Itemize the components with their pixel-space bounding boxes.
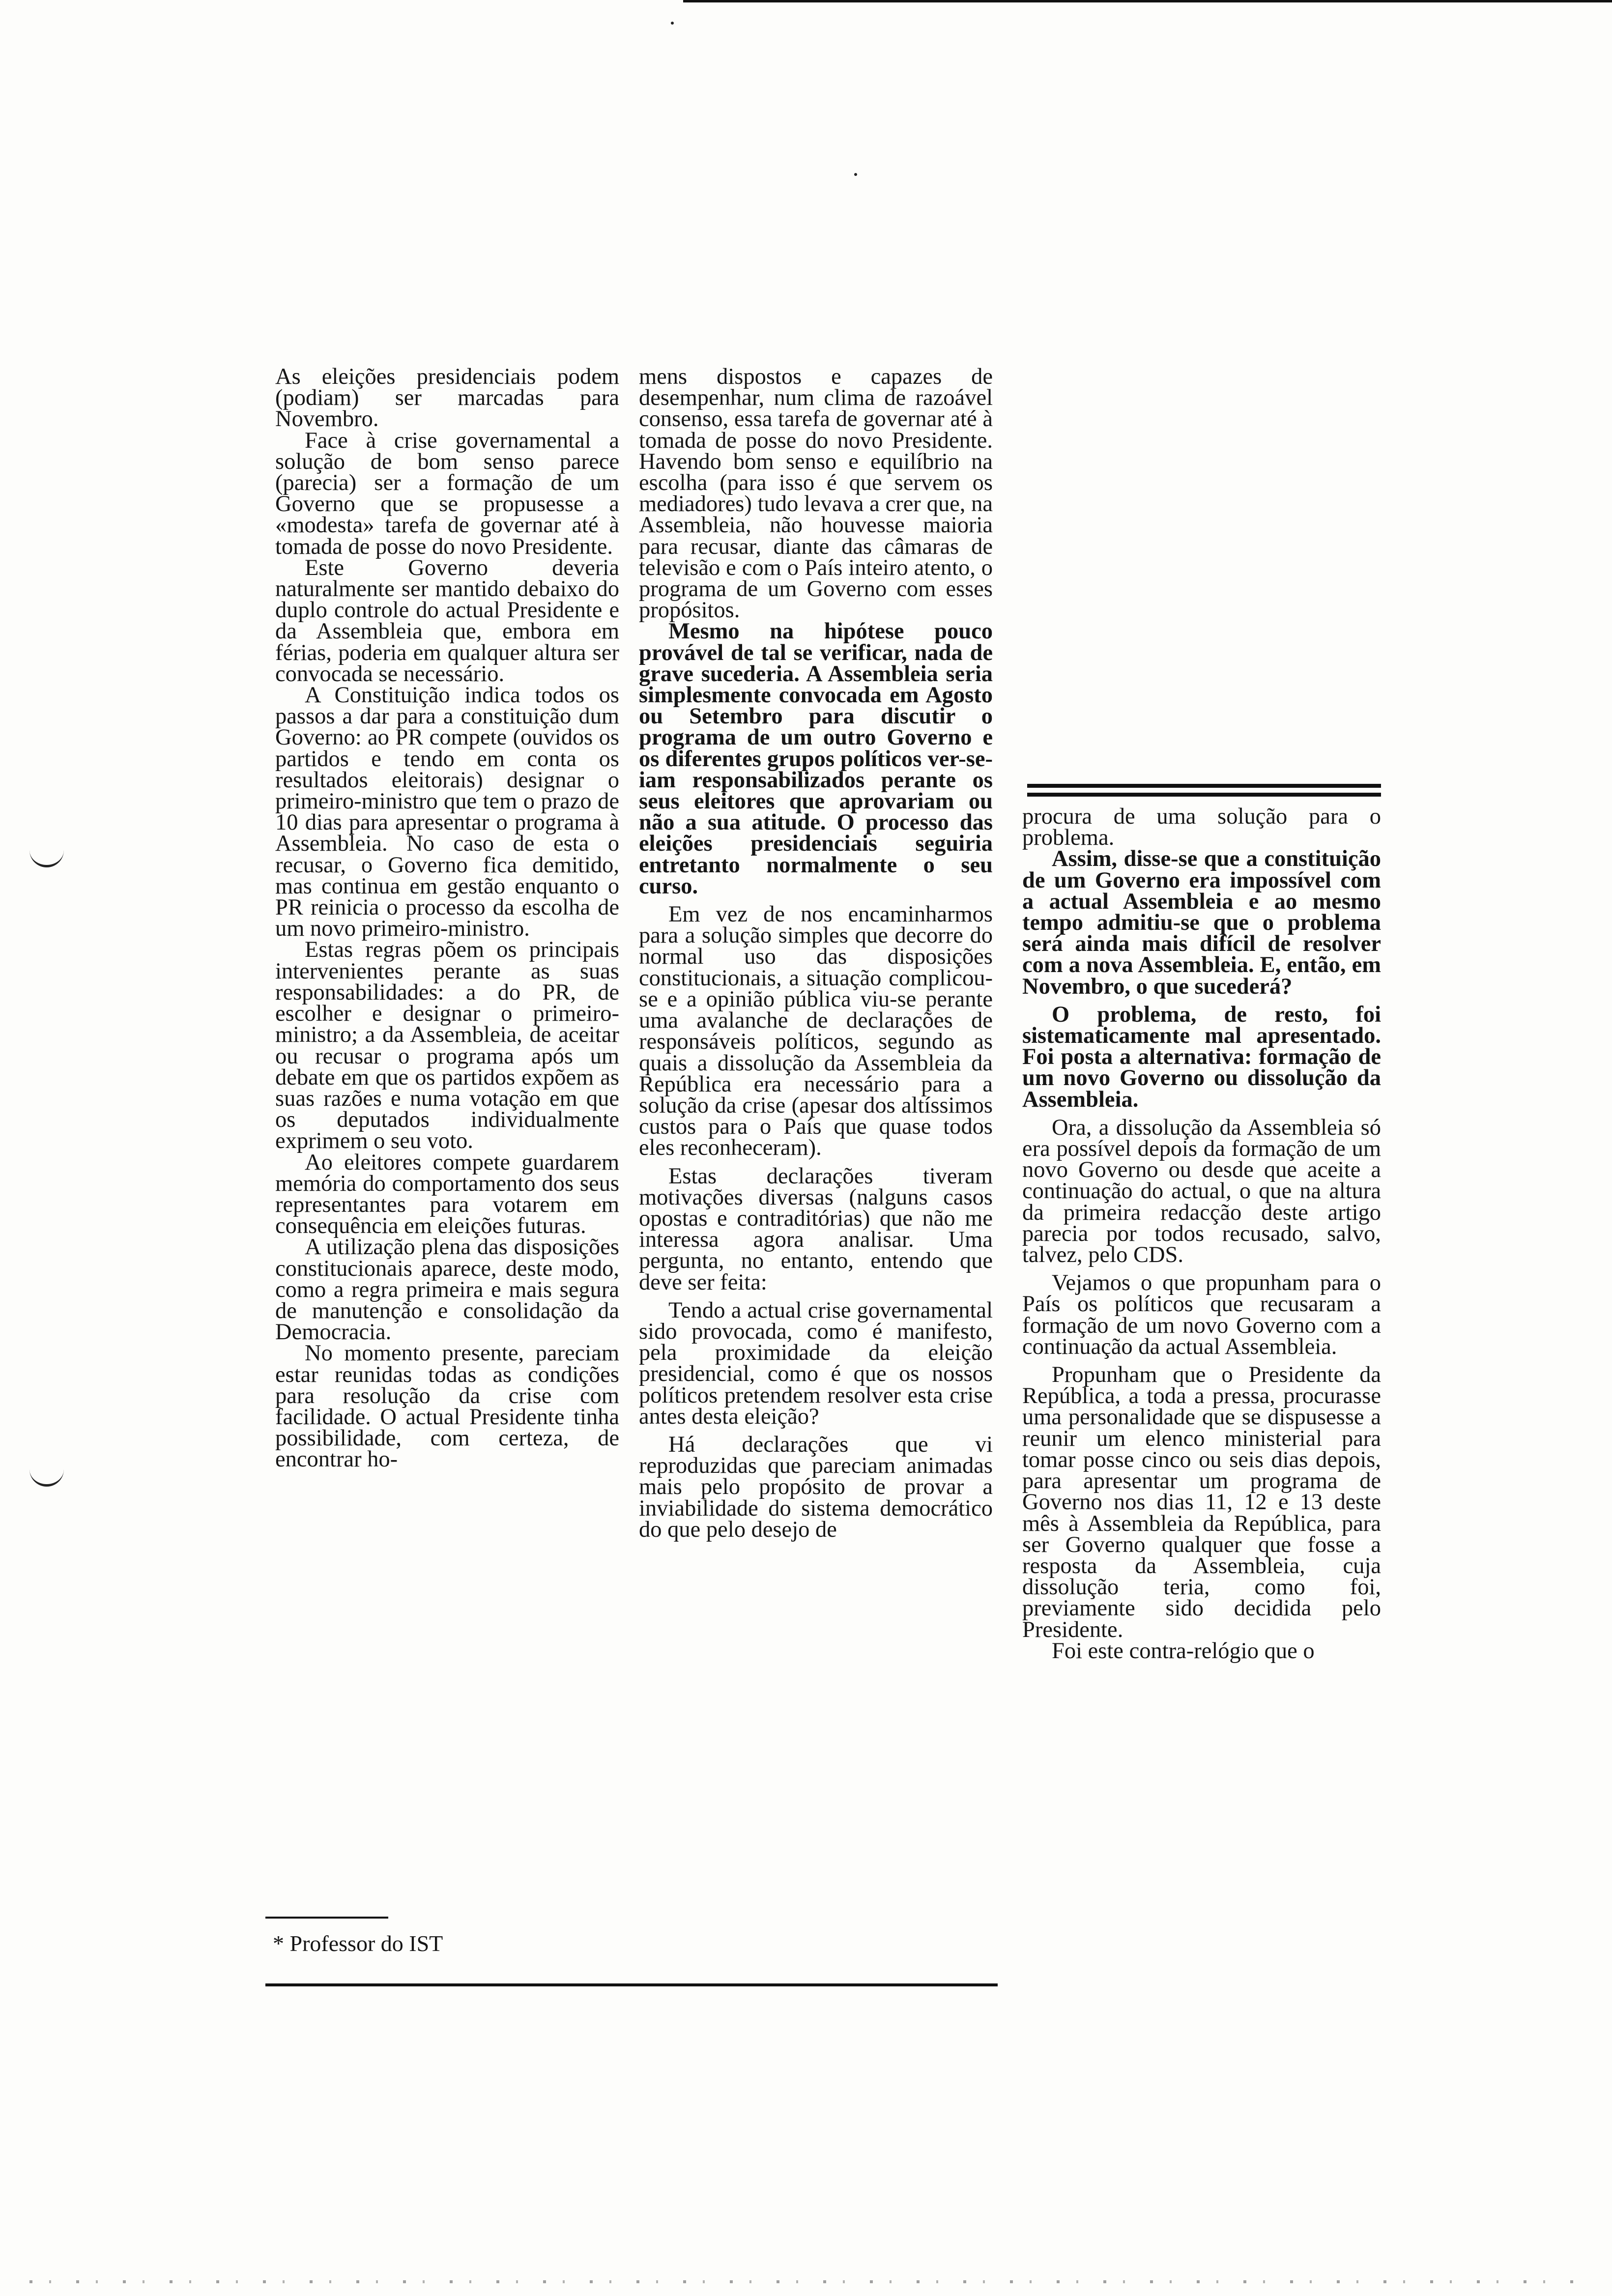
article-column-1 [275,366,619,1470]
scan-footer-noise [29,2280,1583,2283]
paragraph: Ao eleitores compete guardarem memória do comportamento dos seus representantes para votarem em consequência em eleições futuras. [275,1149,619,1239]
paragraph: Face à crise governamental a solução de bom senso parece (parecia) ser a formação de um Governo que se propusesse a «modesta» tarefa de governar até à tomada de posse do novo Presidente. [275,428,619,559]
paragraph: Foi este contra-relógio que o [1052,1638,1315,1664]
footnote-rule [265,1917,388,1919]
punch-hole-mark [29,850,64,867]
paragraph: procura de uma solução para o problema. [1022,804,1381,851]
paragraph: No momento presente, pareciam estar reunidas todas as condições para resolução da crise com facilidade. O actual Presidente tinha possibilidade, com certeza, de encontrar ho- [275,1341,619,1472]
paragraph: Ora, a dissolução da Assembleia só era possível depois da formação de um novo Governo ou desde que aceite a continuação do actual, o que na altura da primeira redacção deste artigo parecia por todos recusado, salvo, talvez, pelo CDS. [1022,1115,1381,1268]
paragraph: Estas regras põem os principais intervenientes perante as suas responsabilidades: a do PR, de escolher e designar o primeiro-ministro; a da Assembleia, de aceitar ou recusar o programa após um debate em que os partidos expõem as suas razões e numa votação em que os deputados individualmente exprimem o seu voto. [275,937,619,1154]
paragraph: mens dispostos e capazes de desempenhar, num clima de razoável consenso, essa tarefa de governar até à tomada de posse do novo Presidente. Havendo bom senso e equilíbrio na escolha (para isso é que servem os mediadores) tudo levava a crer que, na Assembleia, não houvesse maioria para recusar, diante das câmaras de televisão e com o País inteiro atento, o programa de um Governo com esses propósitos. [639,364,993,623]
top-border-line [683,0,1612,2]
paragraph: Vejamos o que propunham para o País os políticos que recusaram a formação de um novo Governo com a continuação da actual Assembleia. [1022,1270,1381,1359]
paragraph: As eleições presidenciais podem (podiam) ser marcadas para Novembro. [275,364,619,432]
paragraph: Este Governo deveria naturalmente ser mantido debaixo do duplo controle do actual Presidente e da Assembleia que, embora em férias, poderia em qualquer altura ser convocada se necessário. [275,555,619,687]
paragraph: A utilização plena das disposições constitucionais aparece, deste modo, como a regra primeira e mais segura de manutenção e consolidação da Democracia. [275,1234,619,1345]
scan-speck [671,22,674,25]
paragraph: Tendo a actual crise governamental sido provocada, como é manifesto, pela proximidade da eleição presidencial, como é que os nossos políticos pretendem resolver esta crise antes desta eleição? [639,1297,993,1429]
paragraph: O problema, de resto, foi sistematicamente mal apresentado. Foi posta a alternativa: formação de um novo Governo ou dissolução da Assembleia. [1022,1002,1381,1112]
article-column-2 [639,366,993,1540]
paragraph: Propunham que o Presidente da República, a toda a pressa, procurasse uma personalidade que se dispusesse a reunir um elenco ministerial para tomar posse cinco ou seis dias depois, para apresentar um programa de Governo nos dias 11, 12 e 13 deste mês à Assembleia da República, para ser Governo qualquer que fosse a resposta da Assembleia, cuja dissolução teria, como foi, previamente sido decidida pelo Presidente. [1022,1362,1381,1642]
paragraph: Assim, disse-se que a constituição de um Governo era impossível com a actual Assembleia e ao mesmo tempo admitiu-se que o problema será ainda mais difícil de resolver com a nova Assembleia. E, então, em Novembro, o que sucederá? [1022,846,1381,999]
article-column-3 [1022,806,1381,1662]
scan-speck [854,173,857,176]
column-divider-rule [1027,784,1381,797]
author-footnote: * Professor do IST [273,1931,443,1956]
paragraph: Mesmo na hipótese pouco provável de tal se verificar, nada de grave sucederia. A Assembleia seria simplesmente convocada em Agosto ou Setembro para discutir o programa de um outro Governo e os diferentes grupos políticos ver-se-iam responsabilizados perante os seus eleitores que aprovariam ou não a sua atitude. O processo das eleições presidenciais seguiria entretanto normalmente o seu curso. [639,619,993,899]
paragraph: A Constituição indica todos os passos a dar para a constituição dum Governo: ao PR compete (ouvidos os partidos e tendo em conta os resultados eleitorais) designar o primeiro-ministro que tem o prazo de 10 dias para apresentar o programa à Assembleia. No caso de esta o recusar, o Governo fica demitido, mas continua em gestão enquanto o PR reinicia o processo da escolha de um novo primeiro-ministro. [275,683,619,942]
paragraph: Estas declarações tiveram motivações diversas (nalguns casos opostas e contraditórias) que não me interessa agora analisar. Uma pergunta, no entanto, entendo que deve ser feita: [639,1163,993,1295]
punch-hole-mark [29,1469,64,1487]
paragraph: Há declarações que vi reproduzidas que pareciam animadas mais pelo propósito de provar a inviabilidade do sistema democrático do que pelo desejo de [639,1432,993,1542]
bottom-rule [265,1983,998,1986]
paragraph: Em vez de nos encaminharmos para a solução simples que decorre do normal uso das disposições constitucionais, a situação complicou-se e a opinião pública viu-se perante uma avalanche de declarações de responsáveis políticos, segundo as quais a dissolução da Assembleia da República era necessário para a solução da crise (apesar dos altíssimos custos para o País que quase todos eles reconheceram). [639,902,993,1161]
